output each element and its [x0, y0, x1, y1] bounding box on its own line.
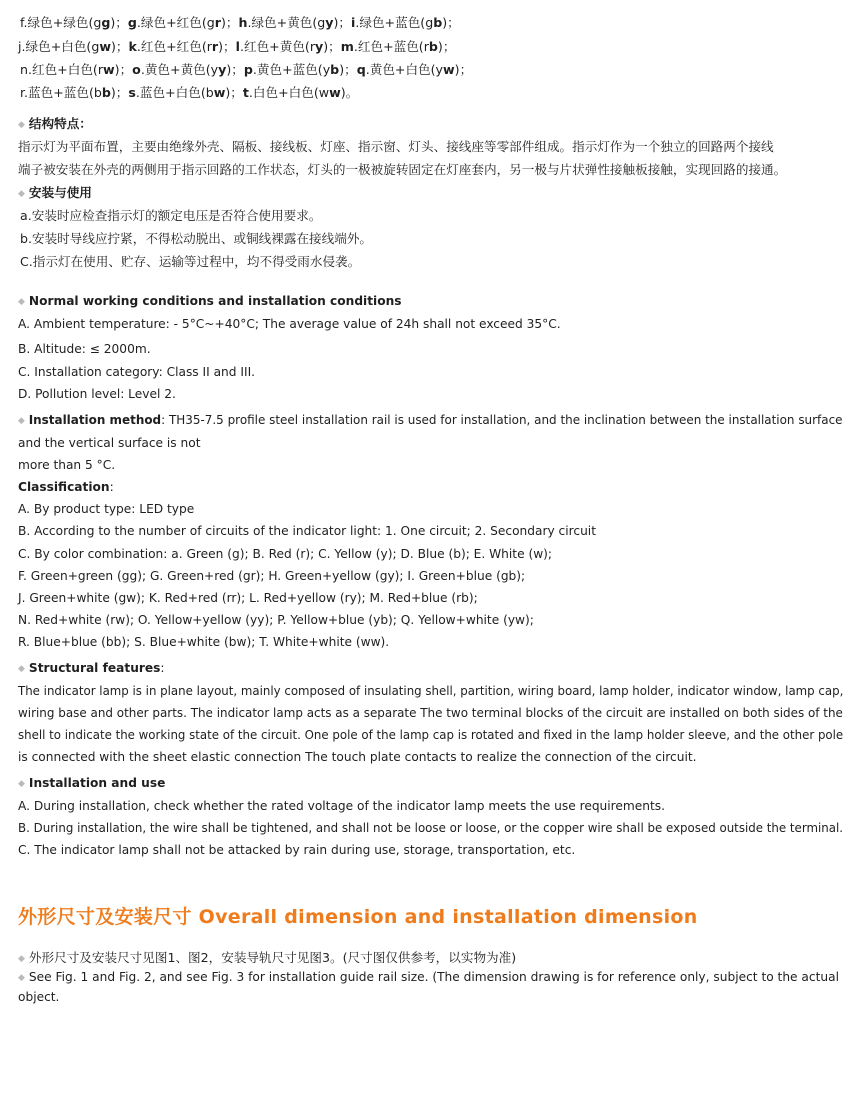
en-use-c: C. The indicator lamp shall not be attacked by rain during use, storage, transportation, etc. [18, 843, 576, 857]
diamond-bullet-icon: ◆ [18, 297, 25, 307]
dimension-en-note-1: ◆ See Fig. 1 and Fig. 2, and see Fig. 3 for installation guide rail size. (The dimension drawing is for reference only, subject to the actual [18, 970, 839, 984]
en-class-n: N. Red+white (rw); O. Yellow+yellow (yy); P. Yellow+blue (yb); Q. Yellow+white (yw); [18, 613, 534, 627]
dimension-zh-note: ◆ 外形尺寸及安装尺寸见图1、图2，安装导轨尺寸见图3。(尺寸图仅供参考，以实物为准) [18, 950, 517, 965]
en-struct-heading: ◆ Structural features: [18, 661, 165, 675]
zh-color-line-3: n.红色+白色(rw)；o.黄色+黄色(yy)；p.黄色+蓝色(yb)；q.黄色+白色(yw)； [20, 62, 473, 77]
en-conditions-d: D. Pollution level: Level 2. [18, 387, 176, 401]
en-use-a: A. During installation, check whether the rated voltage of the indicator lamp meets the use requirements. [18, 799, 666, 813]
en-conditions-heading: ◆ Normal working conditions and installation conditions [18, 294, 402, 308]
en-struct-line-3: shell to indicate the working state of the circuit. One pole of the lamp cap is rotated and fixed in the lamp holder sleeve, and the other pole [18, 728, 844, 742]
en-method-line-1: ◆ Installation method: TH35-7.5 profile steel installation rail is used for installation, and the inclination between the installation surface [18, 413, 843, 427]
en-struct-line-1: The indicator lamp is in plane layout, mainly composed of insulating shell, partition, wiring board, lamp holder, indicator window, lamp cap, [18, 684, 844, 698]
dimension-en-note-2: object. [18, 990, 60, 1004]
en-use-b: B. During installation, the wire shall be tightened, and shall not be loose or loose, or the copper wire shall be exposed outside the terminal. [18, 821, 844, 835]
en-class-r: R. Blue+blue (bb); S. Blue+white (bw); T. White+white (ww). [18, 635, 390, 649]
zh-install-item-b: b.安装时导线应拧紧，不得松动脱出、或铜线裸露在接线端外。 [20, 231, 373, 246]
en-method-line-2: and the vertical surface is not [18, 436, 201, 450]
en-conditions-a: A. Ambient temperature: - 5°C~+40°C; The average value of 24h shall not exceed 35°C. [18, 317, 561, 331]
en-conditions-c: C. Installation category: Class II and III. [18, 365, 256, 379]
dimension-section-title: 外形尺寸及安装尺寸 Overall dimension and installation dimension [18, 906, 698, 928]
en-struct-line-2: wiring base and other parts. The indicator lamp acts as a separate The two terminal blocks of the circuit are installed on both sides of the [18, 706, 843, 720]
diamond-bullet-icon: ◆ [18, 973, 25, 983]
zh-color-line-1: f.绿色+绿色(gg)；g.绿色+红色(gr)；h.绿色+黄色(gy)；i.绿色+蓝色(gb)； [20, 15, 460, 30]
en-method-line-3: more than 5 °C. [18, 458, 116, 472]
zh-install-item-a: a.安装时应检查指示灯的额定电压是否符合使用要求。 [20, 208, 322, 223]
en-class-j: J. Green+white (gw); K. Red+red (rr); L. Red+yellow (ry); M. Red+blue (rb); [18, 591, 478, 605]
zh-structure-text-1: 指示灯为平面布置，主要由绝缘外壳、隔板、接线板、灯座、指示窗、灯头、接线座等零部件组成。指示灯作为一个独立的回路两个接线 [18, 139, 774, 154]
diamond-bullet-icon: ◆ [18, 779, 25, 789]
zh-color-line-4: r.蓝色+蓝色(bb)；s.蓝色+白色(bw)；t.白色+白色(ww)。 [20, 85, 359, 100]
zh-install-item-c: C.指示灯在使用、贮存、运输等过程中，均不得受雨水侵袭。 [20, 254, 361, 269]
diamond-bullet-icon: ◆ [18, 664, 25, 674]
en-class-f: F. Green+green (gg); G. Green+red (gr); H. Green+yellow (gy); I. Green+blue (gb); [18, 569, 526, 583]
diamond-bullet-icon: ◆ [18, 120, 25, 130]
en-use-heading: ◆ Installation and use [18, 776, 166, 790]
en-conditions-b: B. Altitude: ≤ 2000m. [18, 342, 151, 356]
zh-install-heading: ◆ 安装与使用 [18, 185, 92, 200]
en-class-a: A. By product type: LED type [18, 502, 195, 516]
en-method-heading: Installation method [28, 413, 162, 427]
zh-color-line-2: j.绿色+白色(gw)；k.红色+红色(rr)；l.红色+黄色(ry)；m.红色+蓝色(rb)； [18, 39, 456, 54]
diamond-bullet-icon: ◆ [18, 189, 25, 199]
en-class-b: B. According to the number of circuits of the indicator light: 1. One circuit; 2. Secondary circuit [18, 524, 596, 538]
diamond-bullet-icon: ◆ [18, 416, 25, 426]
zh-structure-heading: ◆ 结构特点： [18, 116, 92, 131]
diamond-bullet-icon: ◆ [18, 954, 25, 964]
en-class-heading: Classification: [18, 480, 114, 494]
en-struct-line-4: is connected with the sheet elastic connection The touch plate contacts to realize the connection of the circuit. [18, 750, 697, 764]
en-class-c: C. By color combination: a. Green (g); B. Red (r); C. Yellow (y); D. Blue (b); E. White (w); [18, 547, 553, 561]
zh-structure-text-2: 端子被安装在外壳的两侧用于指示回路的工作状态，灯头的一极被旋转固定在灯座套内，另一极与片状弹性接触板接触，实现回路的接通。 [18, 162, 787, 177]
